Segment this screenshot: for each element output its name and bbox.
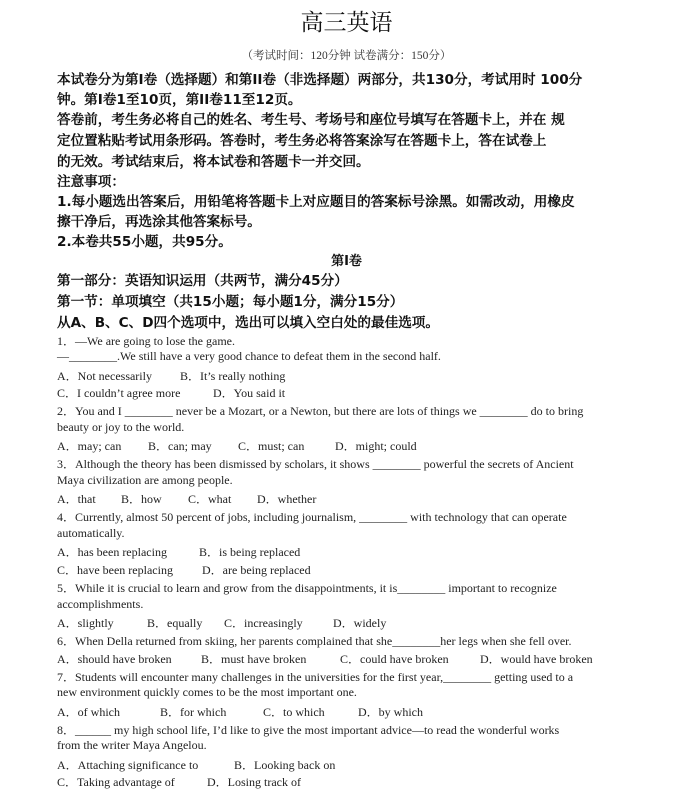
notes-line: 擦干净后，再选涂其他答案标号。	[57, 214, 261, 230]
option[interactable]: D．by which	[358, 705, 423, 719]
option-row	[57, 384, 285, 401]
option[interactable]: C．what	[188, 492, 232, 506]
volume-heading: 第I卷	[331, 254, 362, 269]
question-stem: accomplishments.	[57, 597, 144, 611]
option[interactable]: B．is being replaced	[199, 545, 301, 559]
section-instruction: 从A、B、C、D四个选项中，选出可以填入空白处的最佳选项。	[57, 315, 439, 331]
option[interactable]: B．equally	[147, 616, 203, 630]
question-stem: 4．Currently, almost 50 percent of jobs, including journalism, ________ with technology that can operate	[57, 510, 567, 524]
option[interactable]: A．should have broken	[57, 652, 172, 666]
intro-line: 钟。第I卷1至10页，第II卷11至12页。	[57, 92, 302, 108]
option[interactable]: B．how	[121, 492, 162, 506]
option[interactable]: A．slightly	[57, 616, 114, 630]
section-heading: 第一节：单项填空（共15小题；每小题1分，满分15分）	[57, 294, 404, 310]
option-row	[57, 437, 417, 454]
option-row	[57, 756, 335, 773]
page-title: 高三英语	[300, 10, 393, 36]
option[interactable]: D．You said it	[213, 386, 286, 400]
option[interactable]: D．whether	[257, 492, 317, 506]
option[interactable]: A．has been replacing	[57, 545, 167, 559]
option[interactable]: A．may; can	[57, 439, 122, 453]
question-stem: 2．You and I ________ never be a Mozart, or a Newton, but there are lots of things we ________ do to bring	[57, 404, 584, 418]
option[interactable]: B．It’s really nothing	[180, 369, 286, 383]
option[interactable]: C．must; can	[238, 439, 305, 453]
option[interactable]: B．must have broken	[201, 652, 307, 666]
question-stem: 7．Students will encounter many challenges in the universities for the first year,________ getting used to a	[57, 670, 574, 684]
question-stem: from the writer Maya Angelou.	[57, 738, 207, 752]
option[interactable]: C．I couldn’t agree more	[57, 386, 181, 400]
notes-line: 2.本卷共55小题，共95分。	[57, 234, 232, 250]
option-row	[57, 561, 311, 578]
option-row	[57, 490, 316, 507]
option-row	[57, 773, 301, 790]
option[interactable]: A．Attaching significance to	[57, 758, 199, 772]
notes-heading: 注意事项：	[57, 174, 125, 190]
option-row	[57, 703, 423, 720]
option[interactable]: A．of which	[57, 705, 120, 719]
option-row	[57, 367, 285, 384]
exam-info: （考试时间：120分钟 试卷满分：150分）	[241, 50, 452, 62]
intro-line: 本试卷分为第I卷（选择题）和第II卷（非选择题）两部分，共130分，考试用时 100分	[57, 72, 583, 88]
option[interactable]: D．might; could	[335, 439, 417, 453]
option[interactable]: A．Not necessarily	[57, 369, 152, 383]
intro-line: 的无效。考试结束后，将本试卷和答题卡一并交回。	[57, 154, 370, 170]
question-stem: new environment quickly comes to be the most important one.	[57, 685, 357, 699]
option[interactable]: C．have been replacing	[57, 563, 173, 577]
option[interactable]: C．could have broken	[340, 652, 449, 666]
intro-line: 定位置粘贴考试用条形码。答卷时，考生务必将答案涂写在答题卡上，答在试卷上	[57, 133, 547, 149]
option[interactable]: B．Looking back on	[234, 758, 336, 772]
option[interactable]: C．to which	[263, 705, 325, 719]
question-stem: 1．—We are going to lose the game.	[57, 334, 235, 348]
option[interactable]: D．Losing track of	[207, 775, 301, 789]
question-stem: 8．______ my high school life, I’d like to give the most important advice—to read the wonderful works	[57, 723, 560, 737]
option[interactable]: C．increasingly	[224, 616, 303, 630]
question-stem: —________.We still have a very good chance to defeat them in the second half.	[57, 349, 441, 363]
option[interactable]: C．Taking advantage of	[57, 775, 175, 789]
question-stem: 3．Although the theory has been dismissed by scholars, it shows ________ powerful the secrets of Ancient	[57, 457, 574, 471]
option[interactable]: B．for which	[160, 705, 227, 719]
question-stem: Maya civilization are among people.	[57, 473, 233, 487]
option[interactable]: B．can; may	[148, 439, 212, 453]
option[interactable]: D．would have broken	[480, 652, 593, 666]
question-stem: 5．While it is crucial to learn and grow from the disappointments, it is________ important to recognize	[57, 581, 557, 595]
question-stem: automatically.	[57, 526, 125, 540]
option[interactable]: D．widely	[333, 616, 387, 630]
option-row	[57, 543, 300, 560]
part-heading: 第一部分：英语知识运用（共两节，满分45分）	[57, 273, 348, 289]
question-stem: 6．When Della returned from skiing, her parents complained that she________her legs when she fell over.	[57, 634, 572, 648]
notes-line: 1.每小题选出答案后，用铅笔将答题卡上对应题目的答案标号涂黑。如需改动，用橡皮	[57, 194, 575, 210]
option[interactable]: D．are being replaced	[202, 563, 311, 577]
option-row	[57, 614, 386, 631]
option-row	[57, 650, 593, 667]
option[interactable]: A．that	[57, 492, 96, 506]
question-stem: beauty or joy to the world.	[57, 420, 185, 434]
intro-line: 答卷前，考生务必将自己的姓名、考生号、考场号和座位号填写在答题卡上，并在 规	[57, 112, 565, 128]
